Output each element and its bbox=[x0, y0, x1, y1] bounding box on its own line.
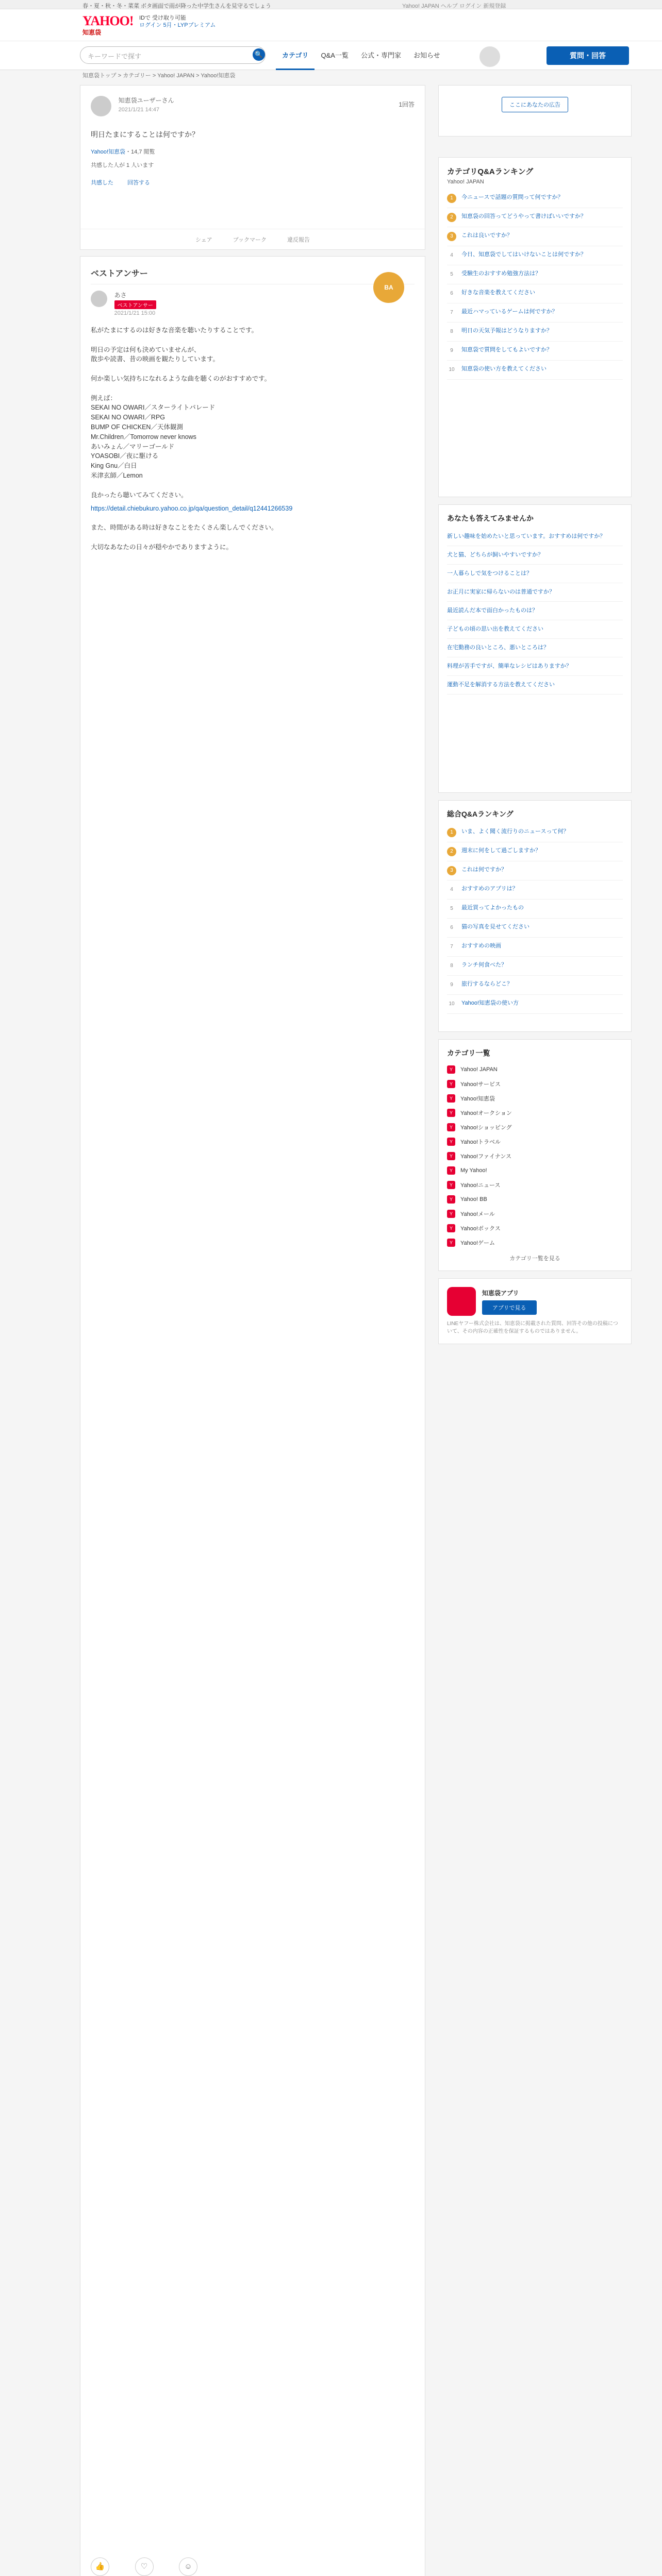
list-item[interactable]: 運動不足を解消する方法を教えてください bbox=[447, 676, 623, 694]
notice-links[interactable]: Yahoo! JAPAN ヘルプ ログイン 新規登録 bbox=[402, 3, 506, 9]
yahoo-icon: Y bbox=[447, 1195, 455, 1204]
category-list bbox=[438, 1039, 632, 1271]
yahoo-icon: Y bbox=[447, 1210, 455, 1218]
ranking-item[interactable]: 10 Yahoo!知恵袋の使い方 bbox=[447, 995, 623, 1014]
yahoo-icon: Y bbox=[447, 1152, 455, 1160]
answer-these-title: あなたも答えてみませんか bbox=[447, 514, 534, 522]
notice-bar bbox=[0, 0, 662, 9]
question-author[interactable]: 知恵袋ユーザーさん bbox=[118, 97, 174, 104]
ranking-item[interactable]: 8 明日の天気予報はどうなりますか？ bbox=[447, 323, 623, 342]
empathy-button[interactable]: 共感した bbox=[91, 180, 113, 186]
nav-news[interactable]: お知らせ bbox=[413, 52, 440, 59]
category-item[interactable]: Y Yahoo!ゲーム bbox=[447, 1235, 623, 1250]
answer-author[interactable]: あさ bbox=[114, 292, 127, 299]
best-answer-badge: ベストアンサー bbox=[114, 300, 156, 309]
question-date: 2021/1/21 14:47 bbox=[118, 107, 160, 113]
ranking-item[interactable]: 4 おすすめのアプリは？ bbox=[447, 880, 623, 900]
ranking-item[interactable]: 7 最近ハマっているゲームは何ですか？ bbox=[447, 303, 623, 323]
yahoo-icon: Y bbox=[447, 1224, 455, 1232]
ranking-item[interactable]: 8 ランチ何食べた？ bbox=[447, 957, 623, 976]
ranking-item[interactable]: 2 知恵袋の回答ってどうやって書けばいいですか？ bbox=[447, 208, 623, 227]
category-item[interactable]: Y Yahoo!サービス bbox=[447, 1077, 623, 1091]
ranking-sub: Yahoo! JAPAN bbox=[447, 179, 484, 185]
yahoo-icon: Y bbox=[447, 1181, 455, 1189]
ask-button[interactable]: 質問・回答 bbox=[547, 46, 629, 65]
nav-category[interactable]: カテゴリ bbox=[276, 41, 315, 70]
list-item[interactable]: 料理が苦手ですが、簡単なレシピはありますか？ bbox=[447, 657, 623, 676]
ranking-item[interactable]: 5 最近買ってよかったもの bbox=[447, 900, 623, 919]
app-title: 知恵袋アプリ bbox=[482, 1289, 519, 1297]
list-item[interactable]: お正月に実家に帰らないのは普通ですか？ bbox=[447, 583, 623, 602]
heart-icon: ♡ bbox=[135, 2557, 154, 2576]
empathy-count: 共感した人が 1 人います bbox=[91, 162, 154, 168]
question-tag[interactable]: Yahoo!知恵袋 bbox=[91, 149, 126, 155]
header-promo[interactable]: IDで 受け取り可能 ログイン 5月・LYPプレミアム bbox=[139, 15, 216, 28]
question-card bbox=[80, 85, 425, 250]
category-item[interactable]: Y Yahoo! BB bbox=[447, 1192, 623, 1207]
search-bar bbox=[0, 41, 662, 70]
avatar[interactable] bbox=[479, 46, 500, 67]
answer-avatar bbox=[91, 291, 107, 307]
category-item[interactable]: Y Yahoo!トラベル bbox=[447, 1134, 623, 1149]
category-ranking bbox=[438, 157, 632, 497]
ranking-item[interactable]: 9 知恵袋で質問をしてもよいですか？ bbox=[447, 342, 623, 361]
ranking-item[interactable]: 9 旅行するならどこ？ bbox=[447, 976, 623, 995]
yahoo-icon: Y bbox=[447, 1166, 455, 1175]
app-icon bbox=[447, 1287, 476, 1316]
answer-these bbox=[438, 504, 632, 793]
ranking-item[interactable]: 2 週末に何をして過ごしますか？ bbox=[447, 842, 623, 861]
category-item[interactable]: Y Yahoo!メール bbox=[447, 1207, 623, 1221]
answer-tail: また、時間がある時は好きなことをたくさん楽しんでください。 大切なあなたの日々が穏やかでありますように。 bbox=[91, 524, 278, 551]
thanks-button[interactable] bbox=[130, 2557, 158, 2576]
grateful-button[interactable] bbox=[179, 2557, 197, 2576]
search-icon[interactable]: 🔍 bbox=[253, 48, 265, 61]
ranking-item[interactable]: 5 受験生のおすすめ勉強方法は？ bbox=[447, 265, 623, 284]
yahoo-icon: Y bbox=[447, 1109, 455, 1117]
question-views: ・14,7 閲覧 bbox=[125, 149, 155, 155]
answer-date: 2021/1/21 15:00 bbox=[114, 310, 156, 316]
sidebar bbox=[438, 85, 632, 1351]
app-button[interactable]: アプリで見る bbox=[482, 1300, 537, 1315]
main-column bbox=[80, 85, 425, 2576]
category-item[interactable]: Y Yahoo!ニュース bbox=[447, 1178, 623, 1192]
answer-button[interactable]: 回答する bbox=[127, 180, 151, 186]
best-answer-heading: ベストアンサー bbox=[91, 267, 415, 284]
category-item[interactable]: Y Yahoo!オークション bbox=[447, 1106, 623, 1120]
category-item[interactable]: Y Yahoo!ボックス bbox=[447, 1221, 623, 1235]
legal-text: LINEヤフー株式会社は、知恵袋に掲載された質問、回答その他の投稿について、その内容の正確性を保証するものではありません。 bbox=[447, 1321, 618, 1334]
list-item[interactable]: 在宅勤務の良いところ、悪いところは？ bbox=[447, 639, 623, 657]
yahoo-icon: Y bbox=[447, 1094, 455, 1103]
nav-qa-list[interactable]: Q&A一覧 bbox=[321, 52, 349, 59]
category-item[interactable]: Y Yahoo!ファイナンス bbox=[447, 1149, 623, 1163]
category-item[interactable]: Y My Yahoo! bbox=[447, 1163, 623, 1178]
ranking-item[interactable]: 4 今日、知恵袋でしてはいけないことは何ですか？ bbox=[447, 246, 623, 265]
overall-ranking bbox=[438, 800, 632, 1032]
smile-icon: ☺ bbox=[179, 2557, 197, 2576]
ranking-item[interactable]: 10 知恵袋の使い方を教えてください bbox=[447, 361, 623, 380]
ranking-item[interactable]: 1 今ニュースで話題の質問って何ですか？ bbox=[447, 189, 623, 208]
ranking-item[interactable]: 3 これは良いですか？ bbox=[447, 227, 623, 246]
ranking-title: カテゴリQ&Aランキング bbox=[447, 167, 534, 176]
nav-official[interactable]: 公式・専門家 bbox=[360, 52, 401, 59]
category-more-link[interactable]: カテゴリ一覧を見る bbox=[509, 1256, 560, 1262]
category-list-title: カテゴリ一覧 bbox=[447, 1049, 490, 1057]
overall-ranking-title: 総合Q&Aランキング bbox=[447, 810, 514, 818]
yahoo-icon: Y bbox=[447, 1239, 455, 1247]
yahoo-logo[interactable]: YAHOO! 知恵袋 bbox=[82, 13, 134, 36]
list-item[interactable]: 最近読んだ本で面白かったものは？ bbox=[447, 602, 623, 620]
best-answer-card bbox=[80, 256, 425, 2576]
thumbs-up-icon: 👍 bbox=[91, 2557, 109, 2576]
nice-button[interactable] bbox=[91, 2557, 109, 2576]
answer-body: 私がたまにするのは好きな音楽を聴いたりすることです。 明日の予定は何も決めていませんが、 散歩や読書、昔の映画を観たりしています。 何か楽しい気持ちになれるような曲を聴くのがおすすめです。 例えば： SEKAI NO OWARI／スターライトパレード SEKAI NO OWARI／RPG BUMP OF CHICKEN／天体観測 Mr.Children／Tomorrow never knows あいみょん／マリーゴールド YOASOBI／夜に駆ける King Gnu／白日 米津玄師／Lemon 良かったら聴いてみてください。 bbox=[91, 327, 271, 499]
question-text: 明日たまにすることは何ですか？ bbox=[91, 130, 199, 139]
main-nav bbox=[276, 41, 446, 70]
best-answer-medal-icon: BA bbox=[373, 272, 404, 303]
ranking-item[interactable]: 6 猫の写真を見せてください bbox=[447, 919, 623, 938]
share-button[interactable]: シェア bbox=[195, 236, 212, 243]
list-item[interactable]: 子どもの頃の思い出を教えてください bbox=[447, 620, 623, 639]
category-item[interactable]: Y Yahoo!ショッピング bbox=[447, 1120, 623, 1134]
breadcrumb[interactable]: 知恵袋トップ > カテゴリー > Yahoo! JAPAN > Yahoo!知恵袋 bbox=[82, 73, 236, 79]
search-input[interactable]: キーワードで探す bbox=[80, 46, 266, 64]
yahoo-icon: Y bbox=[447, 1080, 455, 1088]
question-avatar bbox=[91, 96, 111, 116]
list-item[interactable]: 新しい趣味を始めたいと思っています。おすすめは何ですか？ bbox=[447, 528, 623, 546]
yahoo-icon: Y bbox=[447, 1065, 455, 1074]
ranking-item[interactable]: 1 いま、よく聞く流行りのニュースって何？ bbox=[447, 823, 623, 842]
list-item[interactable]: 犬と猫、どちらが飼いやすいですか？ bbox=[447, 546, 623, 565]
ranking-item[interactable]: 6 好きな音楽を教えてください bbox=[447, 284, 623, 303]
ranking-item[interactable]: 7 おすすめの映画 bbox=[447, 938, 623, 957]
answer-link[interactable]: https://detail.chiebukuro.yahoo.co.jp/qa/question_detail/q12441266539 bbox=[91, 505, 293, 513]
app-promo bbox=[438, 1278, 632, 1344]
header bbox=[0, 9, 662, 41]
answer-count: 1回答 bbox=[399, 101, 415, 108]
category-item[interactable]: Y Yahoo! JAPAN bbox=[447, 1062, 623, 1077]
category-item[interactable]: Y Yahoo!知恵袋 bbox=[447, 1091, 623, 1106]
ranking-item[interactable]: 3 これは何ですか？ bbox=[447, 861, 623, 880]
list-item[interactable]: 一人暮らしで気をつけることは？ bbox=[447, 565, 623, 583]
report-button[interactable]: 違反報告 bbox=[287, 236, 310, 243]
yahoo-icon: Y bbox=[447, 1123, 455, 1131]
yahoo-icon: Y bbox=[447, 1138, 455, 1146]
notice-text: 春・夏・秋・冬・菜菜 ボタ画面で雨が降った中学生さんを見守るでしょう bbox=[82, 3, 271, 9]
bookmark-button[interactable]: ブックマーク bbox=[233, 236, 267, 243]
ad-slot[interactable]: ここにあなたの広告 bbox=[438, 85, 632, 137]
